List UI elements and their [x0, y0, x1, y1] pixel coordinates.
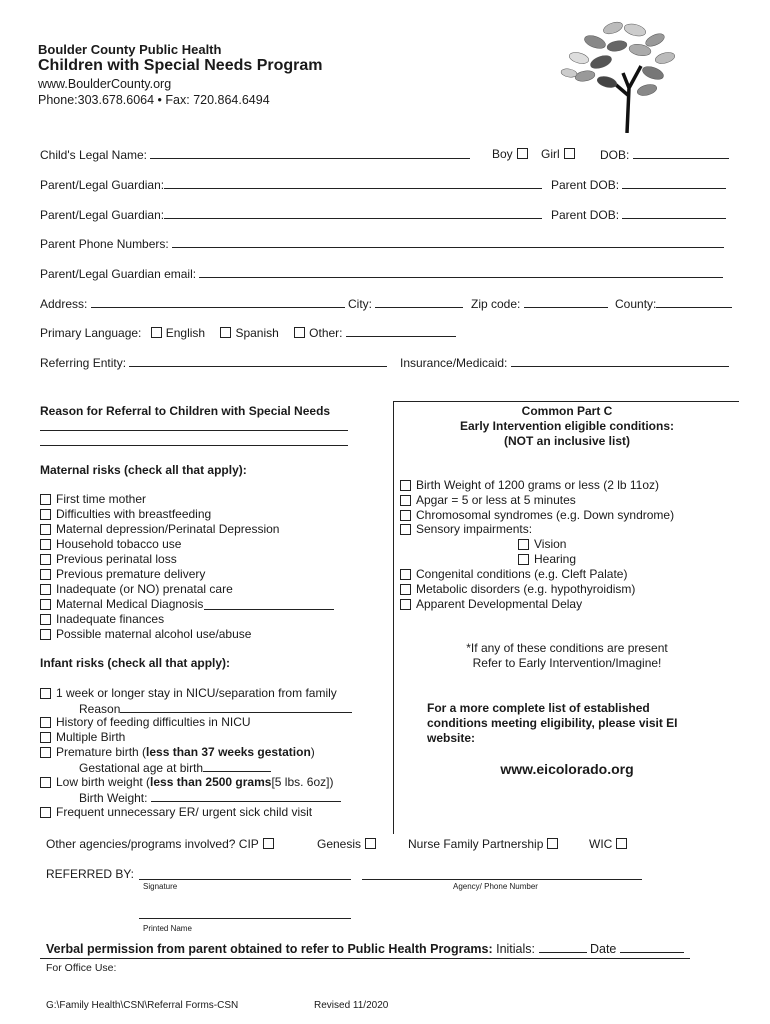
maternal-item[interactable]: Difficulties with breastfeeding: [40, 507, 211, 521]
parent-dob1-label: Parent DOB:: [551, 178, 620, 192]
maternal-item[interactable]: Maternal Medical Diagnosis: [40, 597, 334, 611]
infant-item-premature[interactable]: Premature birth ( less than 37 weeks gestation ): [40, 745, 315, 759]
maternal-item[interactable]: Previous perinatal loss: [40, 552, 177, 566]
address-label: Address:: [40, 297, 88, 311]
maternal-item[interactable]: Previous premature delivery: [40, 567, 205, 581]
agencies-label: Other agencies/programs involved?: [46, 837, 236, 851]
nfp-label: Nurse Family Partnership: [408, 837, 544, 851]
nfp-checkbox[interactable]: [547, 838, 558, 849]
maternal-item[interactable]: Possible maternal alcohol use/abuse: [40, 627, 251, 641]
girl-checkbox[interactable]: [564, 148, 575, 159]
child-name-label: Child's Legal Name:: [40, 148, 148, 162]
genesis-label: Genesis: [317, 837, 362, 851]
agencies-row: [46, 837, 278, 851]
office-use-label: For Office Use:: [46, 962, 117, 974]
agency-phone-caption: Agency/ Phone Number: [453, 882, 538, 891]
parent-dob2-label: Parent DOB:: [551, 208, 620, 222]
maternal-item[interactable]: Household tobacco use: [40, 537, 181, 551]
signature-line[interactable]: [139, 879, 351, 880]
city-field[interactable]: [348, 296, 463, 311]
spanish-label: Spanish: [235, 326, 279, 340]
printed-name-caption: Printed Name: [143, 924, 192, 933]
boy-checkbox[interactable]: [517, 148, 528, 159]
ei-condition-item[interactable]: Chromosomal syndromes (e.g. Down syndrome): [400, 508, 674, 522]
gestational-age-field[interactable]: Gestational age at birth: [79, 760, 271, 775]
office-use-rule: [40, 958, 690, 959]
ei-condition-item[interactable]: Sensory impairments:: [400, 522, 532, 536]
phones-field[interactable]: [40, 236, 724, 251]
infant-title: Infant risks (check all that apply):: [40, 656, 231, 670]
zip-field[interactable]: [471, 296, 608, 311]
more-info-line2: conditions meeting eligibility, please visit EI: [427, 716, 678, 730]
girl-label: Girl: [541, 147, 560, 161]
column-divider: [393, 401, 394, 834]
guardian2-field[interactable]: [40, 207, 542, 222]
insurance-label: Insurance/Medicaid:: [400, 356, 508, 370]
zip-label: Zip code:: [471, 297, 521, 311]
guardian1-field[interactable]: [40, 177, 542, 192]
ei-note-line2: Refer to Early Intervention/Imagine!: [472, 656, 662, 670]
gender-field: [492, 147, 579, 161]
nfp-option: [408, 837, 562, 851]
phones-label: Parent Phone Numbers:: [40, 237, 169, 251]
english-label: English: [165, 326, 206, 340]
city-label: City:: [348, 297, 372, 311]
contact-info: Phone:303.678.6064 • Fax: 720.864.6494: [38, 93, 270, 107]
wic-checkbox[interactable]: [616, 838, 627, 849]
common-part-c-title: Common Part C: [521, 404, 613, 418]
ei-condition-item[interactable]: Metabolic disorders (e.g. hypothyroidism): [400, 582, 635, 596]
genesis-option: [317, 837, 380, 851]
maternal-item[interactable]: Maternal depression/Perinatal Depression: [40, 522, 279, 536]
genesis-checkbox[interactable]: [365, 838, 376, 849]
more-info-line1: For a more complete list of established: [427, 701, 650, 715]
county-field[interactable]: [615, 296, 732, 311]
insurance-field[interactable]: [400, 355, 729, 370]
ei-condition-item[interactable]: Apgar = 5 or less at 5 minutes: [400, 493, 576, 507]
verbal-permission-row: [46, 941, 684, 956]
date-input[interactable]: [620, 941, 684, 953]
referring-label: Referring Entity:: [40, 356, 127, 370]
referring-field[interactable]: [40, 355, 387, 370]
ei-condition-item[interactable]: Birth Weight of 1200 grams or less (2 lb 11oz): [400, 478, 659, 492]
address-field[interactable]: [40, 296, 345, 311]
date-label: Date: [589, 942, 617, 956]
not-inclusive-note: (NOT an inclusive list): [503, 434, 631, 448]
boy-label: Boy: [492, 147, 513, 161]
more-info-line3: website:: [427, 731, 476, 745]
email-field[interactable]: [40, 266, 723, 281]
reason-title: Reason for Referral to Children with Special Needs: [40, 404, 331, 418]
birth-weight-field[interactable]: Birth Weight:: [79, 790, 341, 805]
spanish-checkbox[interactable]: [220, 327, 231, 338]
email-label: Parent/Legal Guardian email:: [40, 267, 197, 281]
parent-dob2-field[interactable]: [551, 207, 726, 222]
signature-caption: Signature: [143, 882, 178, 891]
program-title: Children with Special Needs Program: [38, 57, 323, 74]
ei-conditions-title: Early Intervention eligible conditions:: [459, 419, 675, 433]
language-label: Primary Language:: [40, 326, 142, 340]
file-path: G:\Family Health\CSN\Referral Forms-CSN: [46, 1000, 239, 1011]
english-checkbox[interactable]: [151, 327, 162, 338]
county-label: County:: [615, 297, 657, 311]
tree-logo-icon: [555, 18, 680, 133]
ei-note-line1: *If any of these conditions are present: [466, 641, 668, 655]
child-name-field[interactable]: [40, 147, 470, 162]
maternal-item[interactable]: First time mother: [40, 492, 146, 506]
vision-option[interactable]: Vision: [518, 537, 566, 551]
infant-item-nicu[interactable]: 1 week or longer stay in NICU/separation from family: [40, 686, 337, 700]
ei-condition-item[interactable]: Apparent Developmental Delay: [400, 597, 582, 611]
infant-item-er[interactable]: Frequent unnecessary ER/ urgent sick child visit: [40, 805, 312, 819]
dob-field[interactable]: [600, 147, 729, 162]
guardian1-label: Parent/Legal Guardian:: [40, 178, 165, 192]
cip-label: CIP: [238, 837, 259, 851]
org-name: Boulder County Public Health: [38, 42, 222, 57]
maternal-item[interactable]: Inadequate finances: [40, 612, 164, 626]
maternal-title: Maternal risks (check all that apply):: [40, 463, 247, 477]
parent-dob1-field[interactable]: [551, 177, 726, 192]
printed-name-line[interactable]: [139, 918, 351, 919]
verbal-permission-label: Verbal permission from parent obtained to refer to Public Health Programs:: [46, 942, 493, 956]
maternal-item[interactable]: Inadequate (or NO) prenatal care: [40, 582, 233, 596]
reason-line-2[interactable]: [40, 445, 348, 446]
agency-phone-line[interactable]: [362, 879, 642, 880]
reason-line-1[interactable]: [40, 430, 348, 431]
language-field: [40, 325, 456, 340]
guardian2-label: Parent/Legal Guardian:: [40, 208, 165, 222]
dob-label: DOB:: [600, 148, 630, 162]
other-label: Other:: [309, 326, 343, 340]
other-language-input[interactable]: [346, 325, 456, 337]
wic-label: WIC: [589, 837, 613, 851]
infant-item-multiple[interactable]: Multiple Birth: [40, 730, 125, 744]
infant-item-lbw[interactable]: Low birth weight ( less than 2500 grams [5 lbs. 6oz]): [40, 775, 333, 789]
cip-checkbox[interactable]: [263, 838, 274, 849]
ei-condition-item[interactable]: Congenital conditions (e.g. Cleft Palate): [400, 567, 627, 581]
wic-option: [589, 837, 631, 851]
infant-item-feeding[interactable]: History of feeding difficulties in NICU: [40, 715, 251, 729]
referred-by-label: REFERRED BY:: [46, 867, 135, 881]
website-link[interactable]: www.BoulderCounty.org: [38, 77, 172, 91]
other-checkbox[interactable]: [294, 327, 305, 338]
hearing-option[interactable]: Hearing: [518, 552, 576, 566]
initials-label: Initials:: [496, 942, 536, 956]
nicu-reason-field[interactable]: Reason: [79, 701, 352, 716]
ei-website-link[interactable]: www.eicolorado.org: [500, 761, 634, 777]
initials-input[interactable]: [539, 941, 587, 953]
section-top-rule: [393, 401, 739, 402]
revised-date: Revised 11/2020: [314, 1000, 389, 1011]
